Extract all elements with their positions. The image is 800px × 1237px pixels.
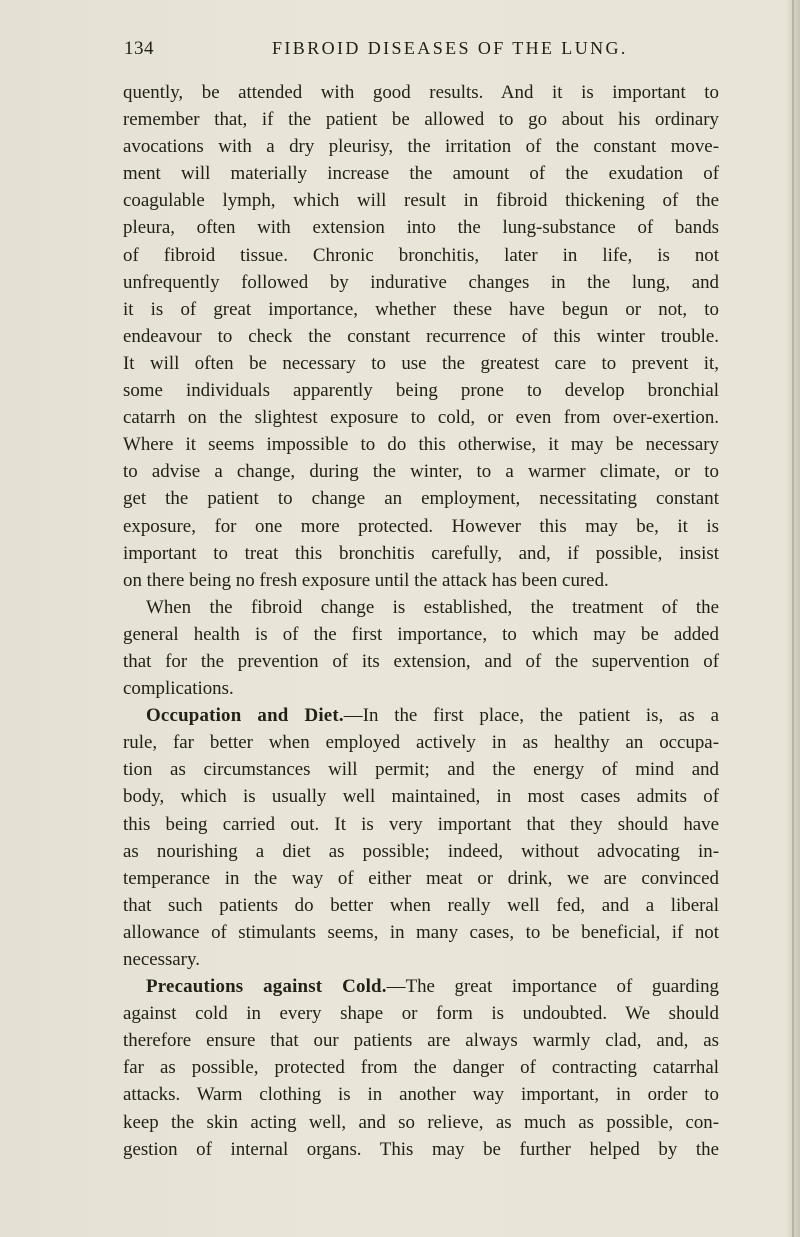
text-line: exposure, for one more protected. However this may be, it is [123, 515, 719, 537]
text-line: Where it seems impossible to do this otherwise, it may be necessary [123, 434, 719, 456]
section-heading-occupation-diet: Occupation and Diet. [146, 705, 344, 727]
section-first-line [123, 702, 719, 729]
text-line: coagulable lymph, which will result in fibroid thickening of the [123, 190, 719, 212]
text-line: that such patients do better when really well fed, and a liberal [123, 894, 719, 916]
text-line: pleura, often with extension into the lung-substance of bands [123, 217, 719, 239]
body-text [123, 79, 719, 1163]
text-line: quently, be attended with good results. And it is important to [123, 82, 719, 103]
text-line: necessary. [123, 949, 200, 970]
text-line: body, which is usually well maintained, in most cases admits of [123, 786, 719, 808]
page-header [124, 38, 724, 64]
section-first-line [123, 973, 719, 1000]
text-line: unfrequently followed by indurative changes in the lung, and [123, 271, 719, 293]
text-line: it is of great importance, whether these have begun or not, to [123, 298, 719, 320]
text-line: avocations with a dry pleurisy, the irritation of the constant move- [123, 136, 719, 158]
text-line: therefore ensure that our patients are always warmly clad, and, as [123, 1030, 719, 1052]
text-line: remember that, if the patient be allowed to go about his ordinary [123, 109, 719, 131]
text-line: When the fibroid change is established, the treatment of the [146, 596, 719, 618]
text-line: on there being no fresh exposure until the attack has been cured. [123, 569, 609, 591]
page-edge-line [792, 0, 794, 1237]
page-number: 134 [124, 38, 154, 59]
text-run: —The great importance of guarding [386, 976, 719, 998]
text-line: far as possible, protected from the danger of contracting catarrhal [123, 1057, 719, 1079]
section-heading-precautions-cold: Precautions against Cold. [146, 976, 387, 998]
text-line: of fibroid tissue. Chronic bronchitis, later in life, is not [123, 244, 719, 266]
text-line: tion as circumstances will permit; and the energy of mind and [123, 759, 719, 781]
text-line: to advise a change, during the winter, to a warmer climate, or to [123, 461, 719, 483]
text-line: rule, far better when employed actively in as healthy an occupa- [123, 732, 719, 754]
text-line: get the patient to change an employment, necessitating constant [123, 488, 719, 510]
text-line: general health is of the first importance, to which may be added [123, 623, 719, 645]
text-line: that for the prevention of its extension, and of the supervention of [123, 650, 719, 672]
text-line: important to treat this bronchitis carefully, and, if possible, insist [123, 542, 719, 564]
text-line: against cold in every shape or form is undoubted. We should [123, 1003, 719, 1025]
text-line: gestion of internal organs. This may be further helped by the [123, 1138, 719, 1160]
text-line: keep the skin acting well, and so relieve, as much as possible, con- [123, 1111, 719, 1133]
text-line: as nourishing a diet as possible; indeed, without advocating in- [123, 840, 719, 862]
text-line: ment will materially increase the amount of the exudation of [123, 163, 719, 185]
text-line: allowance of stimulants seems, in many cases, to be beneficial, if not [123, 921, 719, 943]
text-line: endeavour to check the constant recurrence of this winter trouble. [123, 325, 719, 347]
running-title: FIBROID DISEASES OF THE LUNG. [272, 38, 628, 58]
text-line: temperance in the way of either meat or drink, we are convinced [123, 867, 719, 889]
text-line: catarrh on the slightest exposure to cold, or even from over-exertion. [123, 407, 719, 429]
text-line: It will often be necessary to use the greatest care to prevent it, [123, 352, 719, 374]
text-run: —In the first place, the patient is, as a [343, 705, 719, 727]
text-line: this being carried out. It is very important that they should have [123, 813, 719, 835]
text-line: complications. [123, 678, 234, 700]
text-line: some individuals apparently being prone to develop bronchial [123, 380, 719, 402]
text-line: attacks. Warm clothing is in another way important, in order to [123, 1084, 719, 1106]
